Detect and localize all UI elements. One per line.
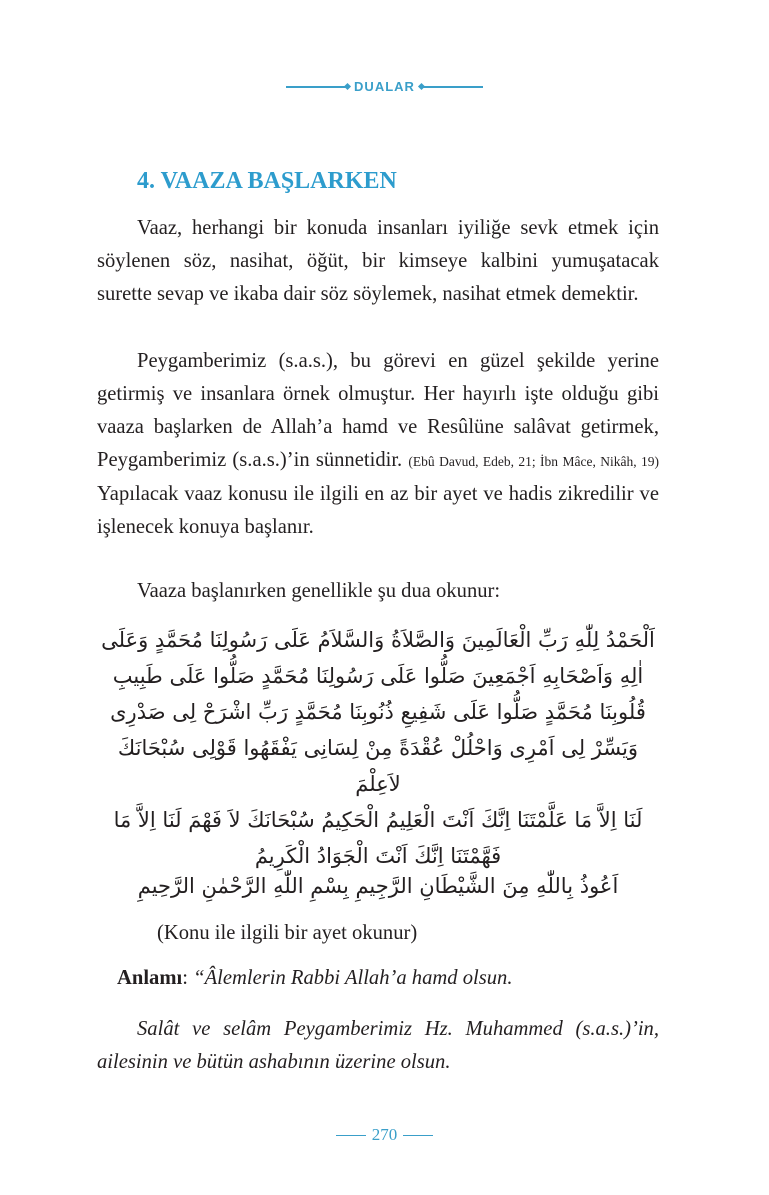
meaning-text-2: Salât ve selâm Peygamberimiz Hz. Muhammed (s.a.s.)’in, ailesinin ve bütün ashabının üzerine olsun. [97, 1018, 659, 1073]
paragraph-sunnah [97, 345, 659, 544]
paragraph-prayer-intro: Vaaza başlanırken genellikle şu dua okunur: [137, 580, 501, 602]
arabic-basmala: اَعُوذُ بِاللّٰهِ مِنَ الشَّيْطَانِ الرَّجِيمِ بِسْمِ اللّٰهِ الرَّحْمٰنِ الرَّحِيمِ [137, 874, 619, 898]
arabic-line: اٰلِهِ وَاَصْحَابِهِ اَجْمَعِينَ صَلُّوا عَلَى رَسُولِنَا مُحَمَّدٍ صَلُّوا عَلَى طَبِيبِ [112, 664, 644, 688]
citation: (Ebû Davud, Edeb, 21; İbn Mâce, Nikâh, 19) [408, 454, 660, 469]
section-title: 4. VAAZA BAŞLARKEN [137, 168, 397, 194]
meaning-block-2 [97, 1013, 659, 1079]
arabic-line: لَنَا اِلاَّ مَا عَلَّمْتَنَا اِنَّكَ اَنْتَ الْعَلِيمُ الْحَكِيمُ سُبْحَانَكَ لاَ فَهْمَ لَنَا اِلاَّ مَا [113, 808, 643, 832]
running-header [0, 79, 769, 94]
arabic-prayer [97, 622, 659, 874]
verse-note: (Konu ile ilgili bir ayet okunur) [157, 922, 418, 944]
meaning-line: Anlamı: “Âlemlerin Rabbi Allah’a hamd olsun. [117, 967, 513, 989]
paragraph-sunnah-text: Peygamberimiz (s.a.s.), bu görevi en güzel şekilde yerine getirmiş ve insanlara örnek olmuştur. Her hayırlı işte olduğu gibi vaaza başlarken de Allah’a hamd ve Resûlüne salâvat getirmek, Peygamberimiz (s.a.s.)’in sünnetidir. [97, 350, 659, 471]
page-number: 270 [371, 1125, 398, 1144]
paragraph-sunnah-continuation: Yapılacak vaaz konusu ile ilgili en az bir ayet ve hadis zikredilir ve işlenecek konuya başlanır. [97, 483, 659, 538]
intro-paragraph-block [97, 212, 659, 311]
paragraph-definition: Vaaz, herhangi bir konuda insanları iyiliğe sevk etmek için söylenen söz, nasihat, öğüt, bir kimseye kalbini yumuşatacak surette sevap ve ikaba dair söz söylemek, nasihat etmek demektir. [97, 217, 659, 305]
header-title: DUALAR [354, 79, 415, 94]
meaning-label: Anlamı [117, 967, 183, 989]
meaning-text-1: “Âlemlerin Rabbi Allah’a hamd olsun. [193, 967, 513, 989]
footer-rule-right [403, 1135, 433, 1136]
arabic-line: وَيَسِّرْ لِى اَمْرِى وَاحْلُلْ عُقْدَةً مِنْ لِسَانِى يَفْقَهُوا قَوْلِى سُبْحَانَكَ لاَعِلْمَ [117, 736, 639, 796]
header-rule-right [421, 86, 483, 88]
arabic-line: قُلُوبِنَا مُحَمَّدٍ صَلُّوا عَلَى شَفِيعِ ذُنُوبِنَا مُحَمَّدٍ رَبِّ اشْرَحْ لِى صَدْرِى [110, 700, 646, 724]
arabic-line: اَلْحَمْدُ لِلّٰهِ رَبِّ الْعَالَمِينَ وَالصَّلاَةُ وَالسَّلاَمُ عَلَى رَسُولِنَا مُحَمَّدٍ وَعَلَى [101, 628, 655, 652]
prayer-intro-block [97, 575, 659, 608]
footer-rule-left [336, 1135, 366, 1136]
header-rule-left [286, 86, 348, 88]
arabic-line: فَهَّمْتَنَا اِنَّكَ اَنْتَ الْجَوَادُ الْكَرِيمُ [254, 844, 502, 868]
page-footer [0, 1125, 769, 1145]
sunnah-paragraph-block [97, 345, 659, 544]
